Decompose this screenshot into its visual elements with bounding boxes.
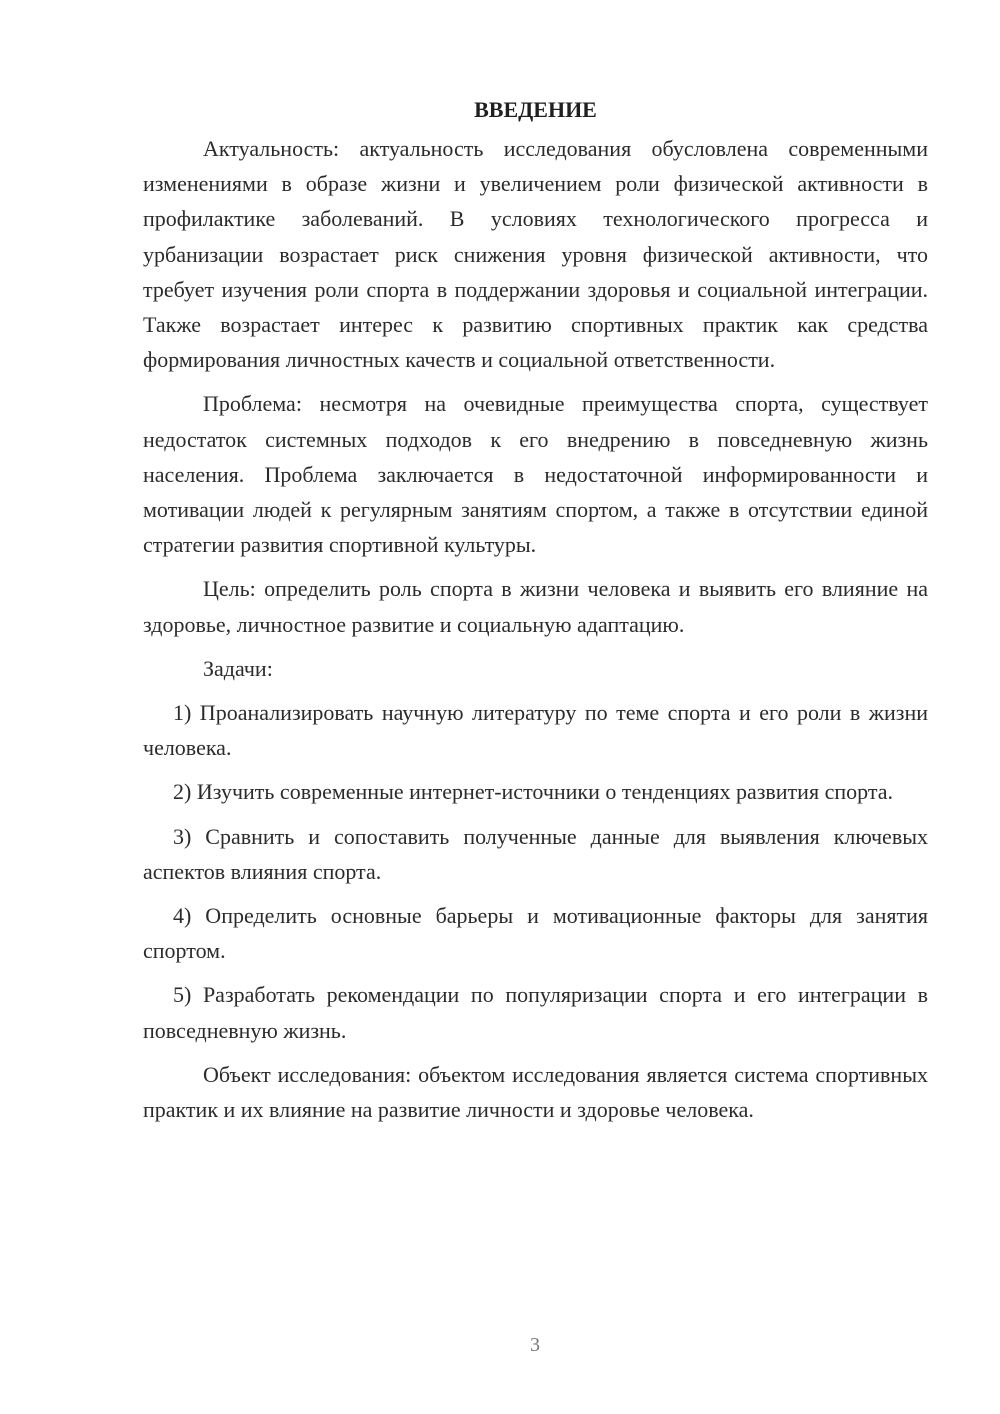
problem-paragraph: Проблема: несмотря на очевидные преимущества спорта, существует недостаток системных подходов к его внедрению в повседневную жизнь населения. Проблема заключается в недостаточной информированности и мотивации людей к регулярным занятиям спортом, а также в отсутствии единой стратегии развития спортивной культуры. (143, 391, 928, 558)
goal-paragraph: Цель: определить роль спорта в жизни человека и выявить его влияние на здоровье, личностное развитие и социальную адаптацию. (143, 576, 928, 637)
task-item-3: 3) Сравнить и сопоставить полученные данные для выявления ключевых аспектов влияния спорта. (143, 823, 928, 884)
task-item-2: 2) Изучить современные интернет-источники о тенденциях развития спорта. (173, 779, 893, 805)
document-page (143, 92, 928, 1136)
relevance-paragraph: Актуальность: актуальность исследования обусловлена современными изменениями в образе жизни и увеличением роли физической активности в профилактике заболеваний. В условиях технологического прогресса и урбанизации возрастает риск снижения уровня физической активности, что требует изучения роли спорта в поддержании здоровья и социальной интеграции. Также возрастает интерес к развитию спортивных практик как средства формирования личностных качеств и социальной ответственности. (143, 136, 928, 373)
section-heading: ВВЕДЕНИЕ (474, 97, 597, 122)
page-number: 3 (530, 1334, 540, 1356)
task-item-5: 5) Разработать рекомендации по популяризации спорта и его интеграции в повседневную жизнь. (143, 982, 928, 1043)
task-item-1: 1) Проанализировать научную литературу по теме спорта и его роли в жизни человека. (143, 700, 928, 761)
task-item-4: 4) Определить основные барьеры и мотивационные факторы для занятия спортом. (143, 903, 928, 964)
object-paragraph: Объект исследования: объектом исследования является система спортивных практик и их влияние на развитие личности и здоровье человека. (143, 1061, 928, 1123)
tasks-label: Задачи: (203, 655, 273, 681)
